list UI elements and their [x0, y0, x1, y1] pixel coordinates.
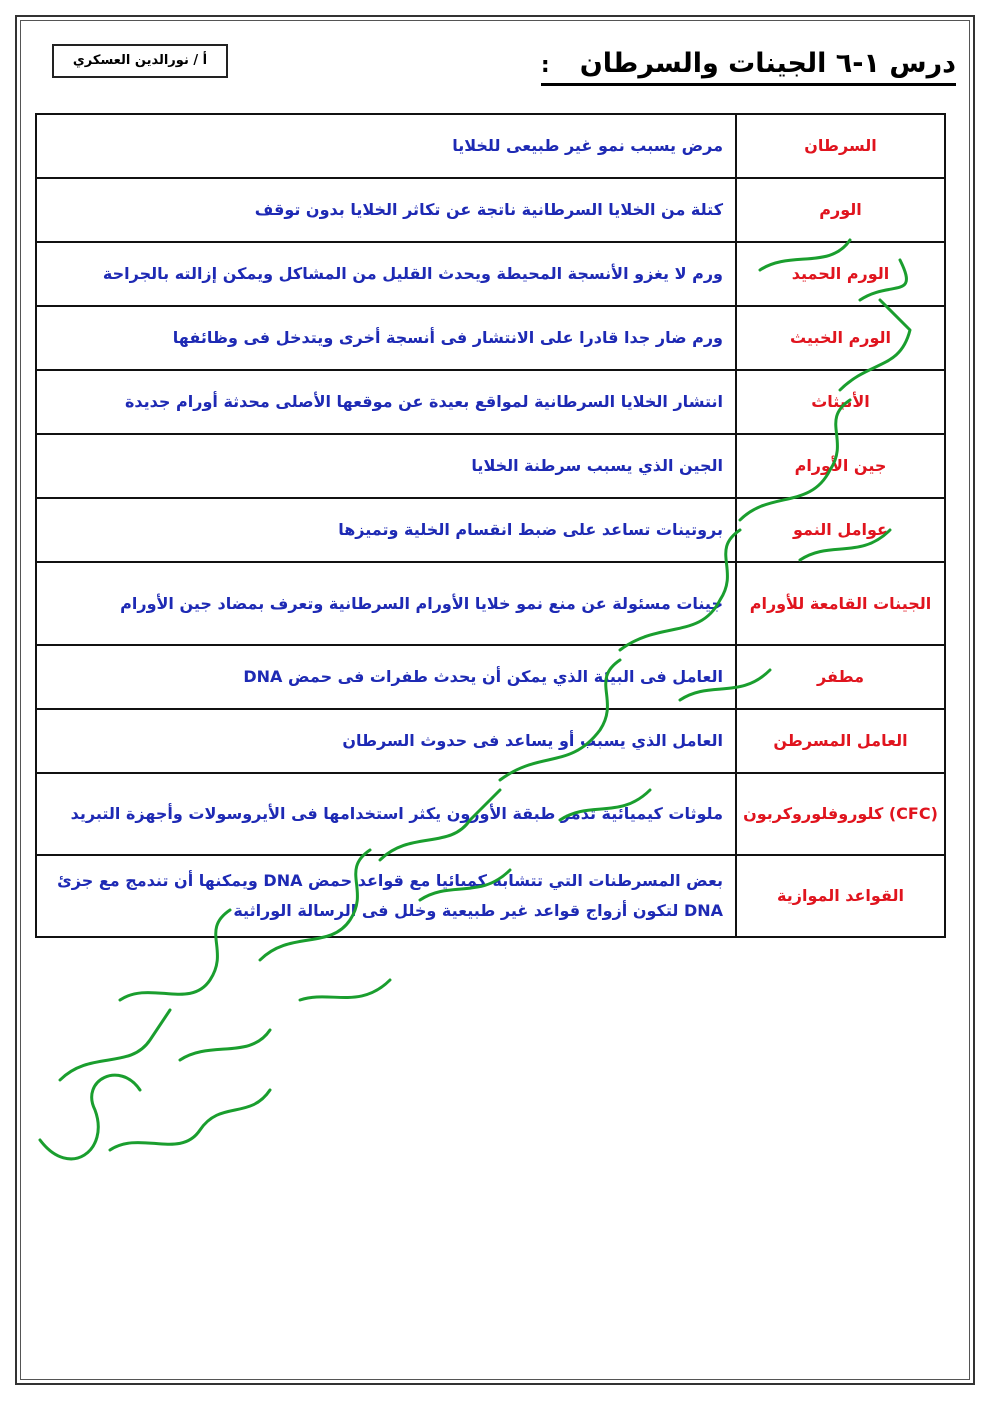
table-row [36, 645, 945, 709]
table-row [36, 242, 945, 306]
term-cell: السرطان [736, 114, 945, 178]
definition-cell: انتشار الخلايا السرطانية لمواقع بعيدة عن موقعها الأصلى محدثة أورام جديدة [36, 370, 736, 434]
table-row [36, 114, 945, 178]
definition-cell: كتلة من الخلايا السرطانية ناتجة عن تكاثر الخلايا بدون توقف [36, 178, 736, 242]
table-row [36, 178, 945, 242]
table-row [36, 562, 945, 645]
term-cell: عوامل النمو [736, 498, 945, 562]
table-row [36, 709, 945, 773]
author-box [52, 44, 228, 78]
author-name: أ / نورالدين العسكري [72, 53, 208, 68]
term-cell: القواعد الموازية [736, 855, 945, 937]
term-cell: الورم الخبيث [736, 306, 945, 370]
definition-cell: الجين الذي يسبب سرطنة الخلايا [36, 434, 736, 498]
term-cell: (CFC) كلوروفلوروكربون [736, 773, 945, 855]
definition-cell: ورم لا يغزو الأنسجة المحيطة ويحدث القليل من المشاكل ويمكن إزالته بالجراحة [36, 242, 736, 306]
definition-cell: العامل فى البيئة الذي يمكن أن يحدث طفرات فى حمض DNA [36, 645, 736, 709]
glossary-table [35, 113, 946, 938]
table-row [36, 306, 945, 370]
term-cell: جين الأورام [736, 434, 945, 498]
term-cell: الجينات القامعة للأورام [736, 562, 945, 645]
lesson-title-text: درس ١-٦ الجينات والسرطان [579, 48, 956, 79]
definition-cell: مرض يسبب نمو غير طبيعى للخلايا [36, 114, 736, 178]
definition-cell: بروتينات تساعد على ضبط انقسام الخلية وتميزها [36, 498, 736, 562]
lesson-title [541, 48, 956, 86]
definition-cell: العامل الذي يسبب أو يساعد فى حدوث السرطان [36, 709, 736, 773]
term-cell: العامل المسرطن [736, 709, 945, 773]
table-row [36, 773, 945, 855]
definition-cell: ملوثات كيميائية تدمر طبقة الأوزون يكثر استخدامها فى الأيروسولات وأجهزة التبريد [36, 773, 736, 855]
definition-cell: ورم ضار جدا قادرا على الانتشار فى أنسجة أخرى ويتدخل فى وظائفها [36, 306, 736, 370]
lesson-title-colon: : [540, 53, 550, 78]
term-cell: الورم الحميد [736, 242, 945, 306]
term-cell: مطفر [736, 645, 945, 709]
term-cell: الورم [736, 178, 945, 242]
term-cell: الأنبثاث [736, 370, 945, 434]
table-row [36, 434, 945, 498]
table-row [36, 370, 945, 434]
definition-cell: جينات مسئولة عن منع نمو خلايا الأورام السرطانية وتعرف بمضاد جين الأورام [36, 562, 736, 645]
table-row [36, 498, 945, 562]
table-row [36, 855, 945, 937]
definition-cell: بعض المسرطنات التي تتشابه كميائيا مع قواعد حمض DNA ويمكنها أن تندمج مع جزئ DNA لتكون أزواج قواعد غير طبيعية وخلل فى الرسالة الوراثية [36, 855, 736, 937]
